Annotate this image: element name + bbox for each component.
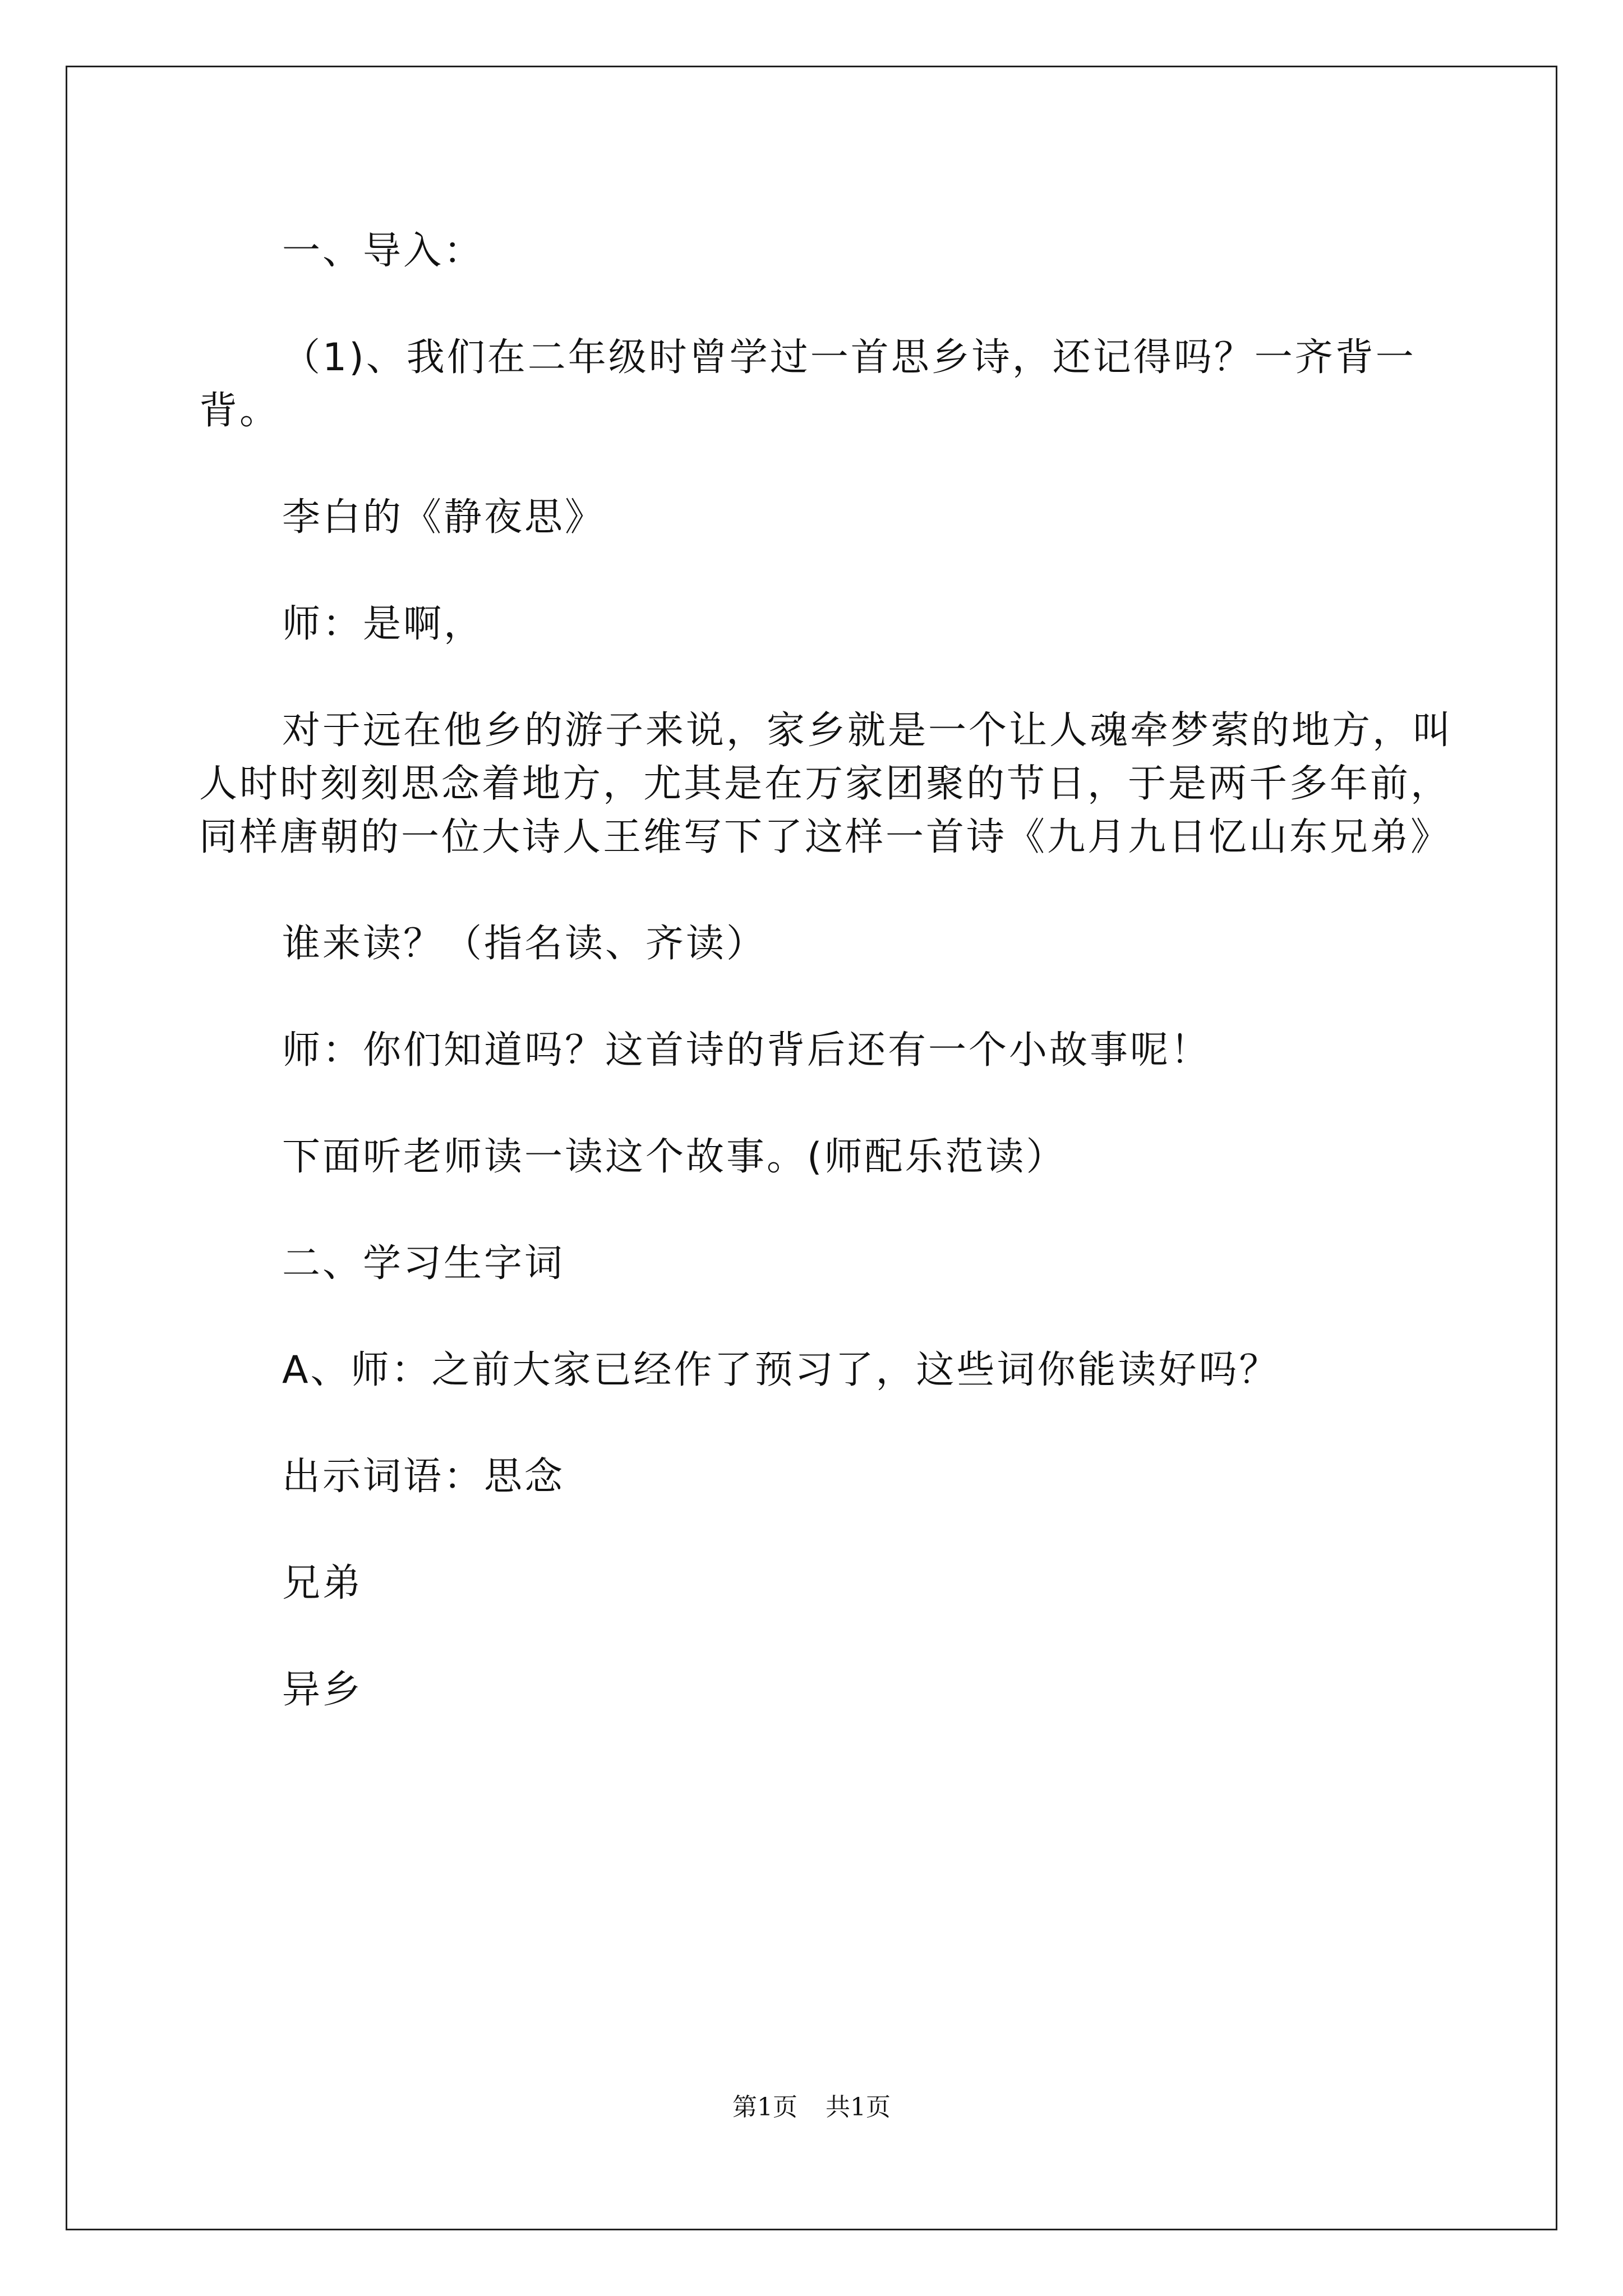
paragraph-who-reads: 谁来读？（指名读、齐读） — [282, 922, 767, 966]
heading-vocabulary: 二、学习生字词 — [282, 1241, 565, 1286]
paragraph-poem-title: 李白的《静夜思》 — [282, 495, 606, 540]
paragraph-teacher-remark: 师：是啊， — [282, 602, 485, 646]
paragraph-hometown: 对于远在他乡的游子来说，家乡就是一个让人魂牵梦萦的地方，叫人时时刻刻思念着地方，尤其是在万家团聚的节日，于是两千多年前，同样唐朝的一位大诗人王维写下了这样一首诗《九月九日忆山东兄弟》 — [199, 708, 1454, 859]
paragraph-story: 师：你们知道吗？这首诗的背后还有一个小故事呢！ — [282, 1028, 1211, 1073]
document-body — [199, 224, 1455, 1770]
paragraph-recall-poem: （1)、我们在二年级时曾学过一首思乡诗，还记得吗？一齐背一背。 — [199, 335, 1416, 433]
paragraph-words-intro: 出示词语：思念 — [282, 1455, 565, 1499]
page-number-total: 共1页 — [826, 2093, 891, 2122]
heading-intro: 一、导入： — [282, 229, 485, 273]
page-number-current: 第1页 — [732, 2093, 797, 2122]
paragraph-word-foreign-land: 异乡 — [282, 1668, 363, 1712]
page-footer — [0, 2087, 1623, 2123]
paragraph-teacher-reads: 下面听老师读一读这个故事。(师配乐范读） — [282, 1135, 1067, 1179]
paragraph-word-brothers: 兄弟 — [282, 1561, 363, 1605]
paragraph-preview: A、师：之前大家已经作了预习了，这些词你能读好吗？ — [282, 1348, 1280, 1392]
